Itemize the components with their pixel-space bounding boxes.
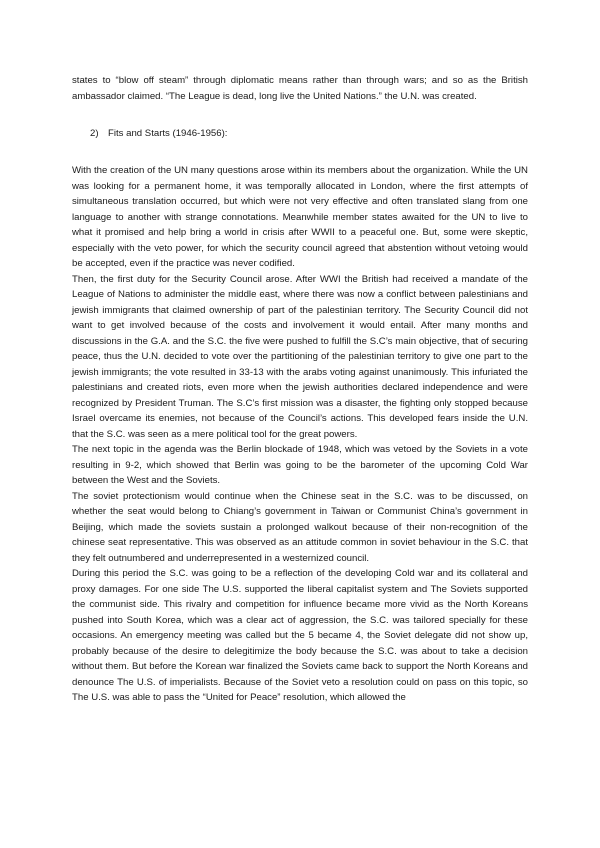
paragraph-security-council-palestine: Then, the first duty for the Security Council arose. After WWI the British had received a mandate of the League of Nations to administer the middle east, where there was now a conflict between palestinians and jewish immigrants that claimed ownership of part of the palestinian territory. The Security Council did not want to get involved because of the costs and involvement it would entail. After many months and discussions in the G.A. and the S.C. the five were pushed to fulfill the S.C’s main objective, that of securing peace, thus the U.N. decided to vote over the partitioning of the palestinian territory to give one part to the jewish immigrants; the vote resulted in 33-13 with the arabs voting against unanimously. This infuriated the palestinians and created riots, even more when the jewish authorities declared independence and were recognized by President Truman. The S.C’s first mission was a disaster, the fighting only stopped because Israel overcame its enemies, not because of the Council’s actions. This developed fears inside the U.N. that the S.C. was seen as a mere political tool for the great powers. [72,273,528,440]
section-body [72,163,528,706]
section-heading [90,126,227,142]
paragraph-berlin-blockade: The next topic in the agenda was the Berlin blockade of 1948, which was vetoed by the Soviets in a vote resulting in 9-2, which showed that Berlin was going to be the barometer of the upcoming Cold War between the West and the Soviets. [72,444,528,486]
paragraph-chinese-seat: The soviet protectionism would continue when the Chinese seat in the S.C. was to be discussed, on whether the seat would belong to Chiang’s government in Taiwan or Communist China’s government in Beijing, which made the soviets sustain a prolonged walkout because of their non-recognition of the chinese seat representative. This was observed as an attitude common in soviet behaviour in the S.C. that they felt outnumbered and underrepresented in a westernized council. [72,490,528,564]
paragraph-un-creation: With the creation of the UN many questions arose within its members about the organization. While the UN was looking for a permanent home, it was temporally allocated in London, where the first attempts of simultaneous translation occurred, but which were not very effective and often translated slang from one language to another with strange connotations. Meanwhile member states awaited for the UN to live to what it promised and help bring a world in crisis after WWII to a peaceful one. But, some were skeptic, especially with the veto power, for which the security council agreed that abstention without vetoing would be accepted, even if the practice was never codified. [72,165,528,269]
section-number: 2) [90,128,99,139]
paragraph-cold-war-korea: During this period the S.C. was going to be a reflection of the developing Cold war and its collateral and proxy damages. For one side The U.S. supported the liberal capitalist system and The Soviets supported the communist side. This rivalry and competition for influence became more vivid as the North Koreans pushed into South Korea, which was a clear act of aggression, the S.C. was tailored specially for these occasions. An emergency meeting was called but the 5 became 4, the Soviet delegate did not show up, probably because of the desire to delegitimize the body because the S.C. was about to take a decision without them. But before the Korean war finalized the Soviets came back to support the North Koreans and denounce The U.S. of imperialists. Because of the Soviet veto a resolution could on pass on this topic, so The U.S. was able to pass the “United for Peace” resolution, which allowed the [72,568,528,703]
intro-text: states to “blow off steam” through diplomatic means rather than through wars; and so as the British ambassador claimed. “The League is dead, long live the United Nations.” the U.N. was created. [72,75,528,102]
intro-paragraph [72,73,528,104]
section-title: Fits and Starts (1946-1956): [108,128,228,139]
